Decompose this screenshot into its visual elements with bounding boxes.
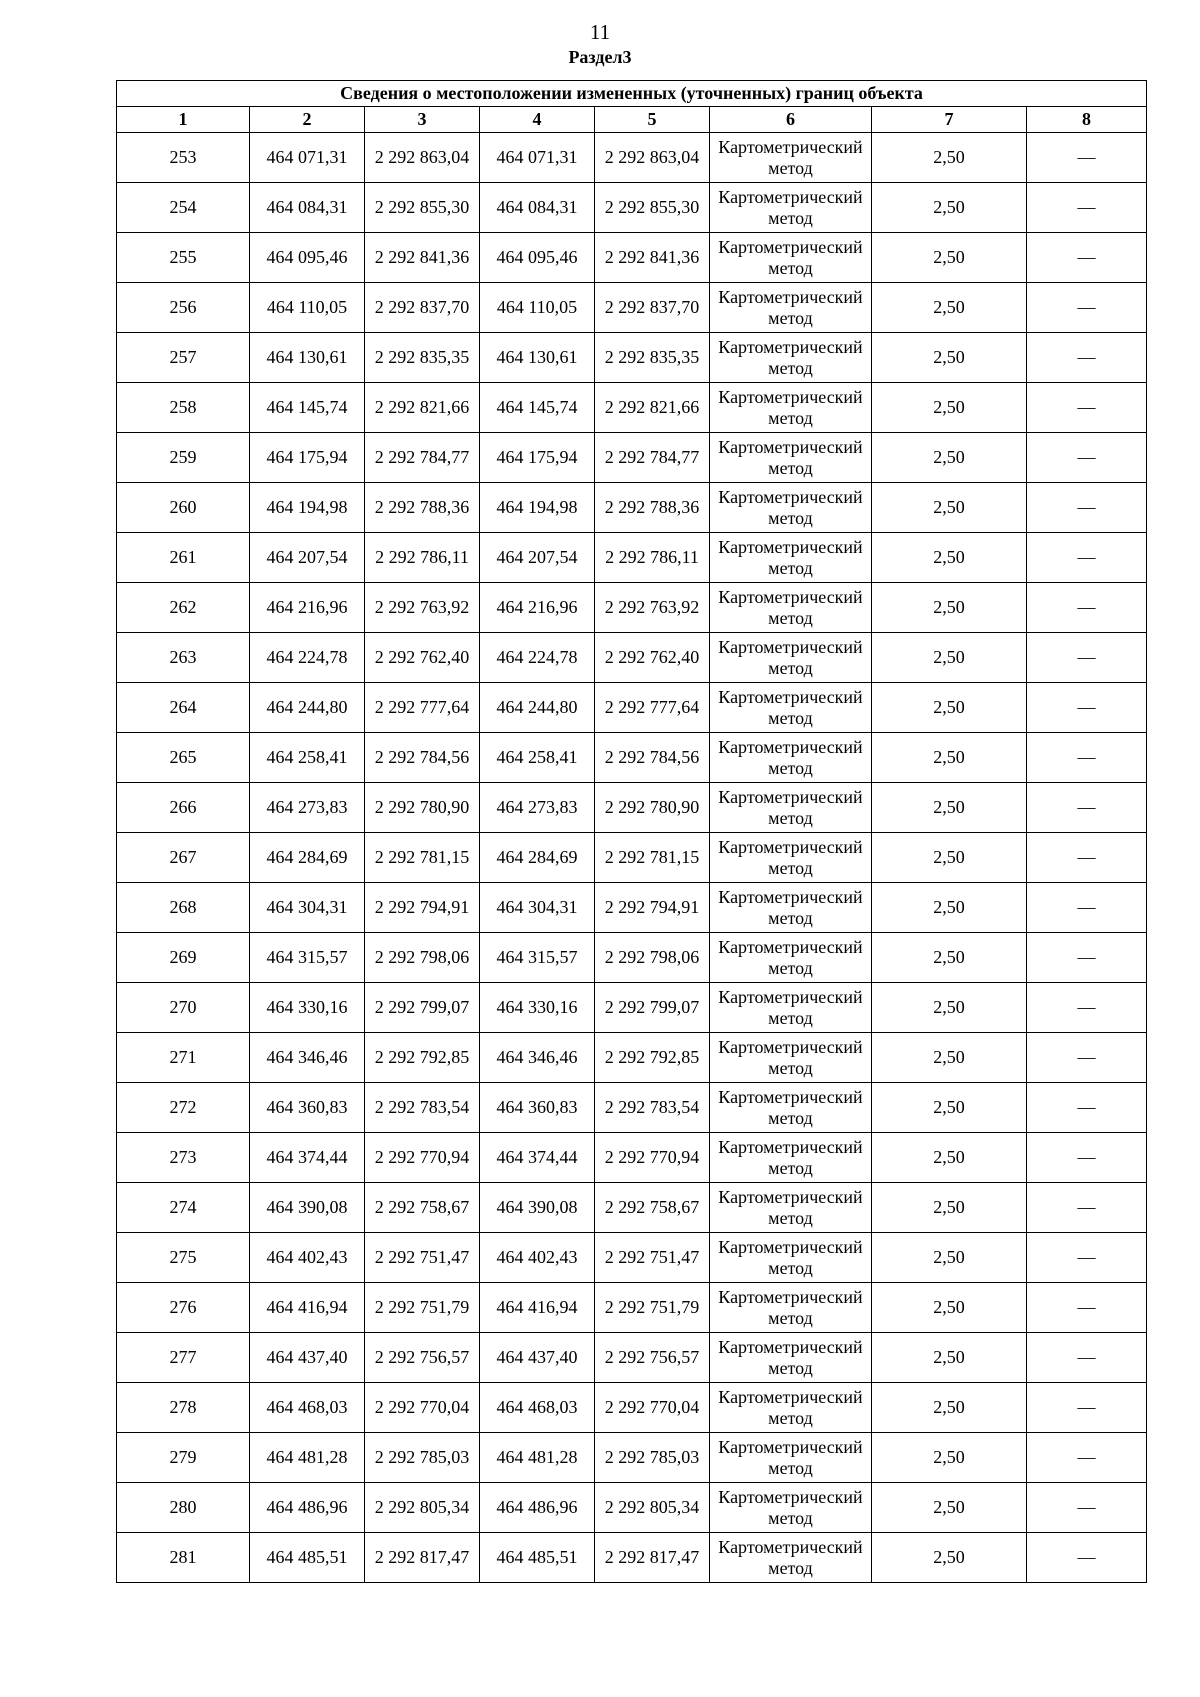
cell-col-1: 257 bbox=[117, 333, 250, 383]
cell-col-4: 464 346,46 bbox=[480, 1033, 595, 1083]
cell-col-2: 464 374,44 bbox=[250, 1133, 365, 1183]
cell-dash: — bbox=[1027, 483, 1147, 533]
cell-dash: — bbox=[1027, 733, 1147, 783]
cell-col-3: 2 292 841,36 bbox=[365, 233, 480, 283]
cell-col-3: 2 292 784,56 bbox=[365, 733, 480, 783]
cell-col-4: 464 416,94 bbox=[480, 1283, 595, 1333]
cell-method: Картометрический метод bbox=[710, 833, 872, 883]
cell-col-4: 464 224,78 bbox=[480, 633, 595, 683]
section-title: Раздел3 bbox=[568, 47, 632, 67]
cell-dash: — bbox=[1027, 1533, 1147, 1583]
cell-col-4: 464 330,16 bbox=[480, 983, 595, 1033]
cell-accuracy: 2,50 bbox=[872, 933, 1027, 983]
cell-col-4: 464 110,05 bbox=[480, 283, 595, 333]
cell-col-1: 267 bbox=[117, 833, 250, 883]
cell-accuracy: 2,50 bbox=[872, 983, 1027, 1033]
cell-col-3: 2 292 785,03 bbox=[365, 1433, 480, 1483]
table-row bbox=[117, 1083, 1147, 1133]
cell-col-3: 2 292 786,11 bbox=[365, 533, 480, 583]
cell-method: Картометрический метод bbox=[710, 633, 872, 683]
cell-col-5: 2 292 788,36 bbox=[595, 483, 710, 533]
cell-accuracy: 2,50 bbox=[872, 1433, 1027, 1483]
cell-accuracy: 2,50 bbox=[872, 1383, 1027, 1433]
cell-accuracy: 2,50 bbox=[872, 1533, 1027, 1583]
cell-accuracy: 2,50 bbox=[872, 733, 1027, 783]
cell-col-5: 2 292 758,67 bbox=[595, 1183, 710, 1233]
cell-col-4: 464 273,83 bbox=[480, 783, 595, 833]
cell-dash: — bbox=[1027, 1033, 1147, 1083]
cell-col-4: 464 481,28 bbox=[480, 1433, 595, 1483]
cell-method: Картометрический метод bbox=[710, 283, 872, 333]
cell-col-4: 464 374,44 bbox=[480, 1133, 595, 1183]
cell-col-5: 2 292 798,06 bbox=[595, 933, 710, 983]
cell-accuracy: 2,50 bbox=[872, 533, 1027, 583]
table-row bbox=[117, 383, 1147, 433]
cell-col-3: 2 292 781,15 bbox=[365, 833, 480, 883]
cell-col-3: 2 292 756,57 bbox=[365, 1333, 480, 1383]
table-row bbox=[117, 233, 1147, 283]
cell-accuracy: 2,50 bbox=[872, 1233, 1027, 1283]
cell-dash: — bbox=[1027, 1133, 1147, 1183]
cell-method: Картометрический метод bbox=[710, 1183, 872, 1233]
cell-col-4: 464 468,03 bbox=[480, 1383, 595, 1433]
cell-dash: — bbox=[1027, 1483, 1147, 1533]
column-header-3: 3 bbox=[365, 107, 480, 133]
cell-col-2: 464 084,31 bbox=[250, 183, 365, 233]
column-header-6: 6 bbox=[710, 107, 872, 133]
cell-col-3: 2 292 817,47 bbox=[365, 1533, 480, 1583]
table-row bbox=[117, 1033, 1147, 1083]
cell-col-1: 263 bbox=[117, 633, 250, 683]
cell-col-5: 2 292 781,15 bbox=[595, 833, 710, 883]
cell-method: Картометрический метод bbox=[710, 1283, 872, 1333]
table-row bbox=[117, 1433, 1147, 1483]
cell-method: Картометрический метод bbox=[710, 333, 872, 383]
cell-method: Картометрический метод bbox=[710, 433, 872, 483]
table-row bbox=[117, 783, 1147, 833]
cell-col-2: 464 468,03 bbox=[250, 1383, 365, 1433]
cell-col-2: 464 130,61 bbox=[250, 333, 365, 383]
table-row bbox=[117, 833, 1147, 883]
cell-col-2: 464 360,83 bbox=[250, 1083, 365, 1133]
cell-accuracy: 2,50 bbox=[872, 783, 1027, 833]
cell-col-2: 464 258,41 bbox=[250, 733, 365, 783]
cell-col-1: 274 bbox=[117, 1183, 250, 1233]
cell-col-1: 260 bbox=[117, 483, 250, 533]
cell-col-3: 2 292 837,70 bbox=[365, 283, 480, 333]
cell-col-5: 2 292 835,35 bbox=[595, 333, 710, 383]
cell-method: Картометрический метод bbox=[710, 133, 872, 183]
cell-col-1: 269 bbox=[117, 933, 250, 983]
cell-col-1: 253 bbox=[117, 133, 250, 183]
cell-col-4: 464 390,08 bbox=[480, 1183, 595, 1233]
cell-method: Картометрический метод bbox=[710, 783, 872, 833]
table-row bbox=[117, 1533, 1147, 1583]
cell-method: Картометрический метод bbox=[710, 533, 872, 583]
cell-accuracy: 2,50 bbox=[872, 483, 1027, 533]
cell-col-5: 2 292 770,04 bbox=[595, 1383, 710, 1433]
cell-col-2: 464 273,83 bbox=[250, 783, 365, 833]
cell-col-5: 2 292 762,40 bbox=[595, 633, 710, 683]
cell-col-2: 464 481,28 bbox=[250, 1433, 365, 1483]
table-row bbox=[117, 433, 1147, 483]
cell-col-5: 2 292 821,66 bbox=[595, 383, 710, 433]
cell-col-2: 464 145,74 bbox=[250, 383, 365, 433]
cell-col-4: 464 437,40 bbox=[480, 1333, 595, 1383]
cell-dash: — bbox=[1027, 1083, 1147, 1133]
cell-col-2: 464 315,57 bbox=[250, 933, 365, 983]
cell-col-5: 2 292 817,47 bbox=[595, 1533, 710, 1583]
cell-col-3: 2 292 835,35 bbox=[365, 333, 480, 383]
cell-accuracy: 2,50 bbox=[872, 1183, 1027, 1233]
cell-col-5: 2 292 777,64 bbox=[595, 683, 710, 733]
cell-col-2: 464 304,31 bbox=[250, 883, 365, 933]
cell-col-5: 2 292 786,11 bbox=[595, 533, 710, 583]
cell-method: Картометрический метод bbox=[710, 933, 872, 983]
cell-col-4: 464 258,41 bbox=[480, 733, 595, 783]
cell-col-3: 2 292 770,94 bbox=[365, 1133, 480, 1183]
cell-dash: — bbox=[1027, 1333, 1147, 1383]
cell-accuracy: 2,50 bbox=[872, 1033, 1027, 1083]
cell-accuracy: 2,50 bbox=[872, 583, 1027, 633]
cell-col-3: 2 292 751,79 bbox=[365, 1283, 480, 1333]
cell-dash: — bbox=[1027, 833, 1147, 883]
cell-accuracy: 2,50 bbox=[872, 883, 1027, 933]
cell-col-1: 273 bbox=[117, 1133, 250, 1183]
cell-method: Картометрический метод bbox=[710, 1433, 872, 1483]
cell-col-4: 464 360,83 bbox=[480, 1083, 595, 1133]
cell-dash: — bbox=[1027, 533, 1147, 583]
table-row bbox=[117, 483, 1147, 533]
cell-accuracy: 2,50 bbox=[872, 133, 1027, 183]
cell-col-1: 278 bbox=[117, 1383, 250, 1433]
cell-accuracy: 2,50 bbox=[872, 1333, 1027, 1383]
column-header-7: 7 bbox=[872, 107, 1027, 133]
cell-col-5: 2 292 837,70 bbox=[595, 283, 710, 333]
table-row bbox=[117, 983, 1147, 1033]
cell-col-2: 464 244,80 bbox=[250, 683, 365, 733]
cell-method: Картометрический метод bbox=[710, 183, 872, 233]
table-row bbox=[117, 883, 1147, 933]
cell-col-1: 261 bbox=[117, 533, 250, 583]
cell-method: Картометрический метод bbox=[710, 683, 872, 733]
table-row bbox=[117, 283, 1147, 333]
cell-col-2: 464 437,40 bbox=[250, 1333, 365, 1383]
cell-col-1: 271 bbox=[117, 1033, 250, 1083]
cell-col-3: 2 292 758,67 bbox=[365, 1183, 480, 1233]
cell-method: Картометрический метод bbox=[710, 1033, 872, 1083]
cell-col-1: 281 bbox=[117, 1533, 250, 1583]
table-caption: Сведения о местоположении измененных (уточненных) границ объекта bbox=[117, 81, 1147, 107]
cell-col-5: 2 292 784,56 bbox=[595, 733, 710, 783]
cell-col-5: 2 292 751,79 bbox=[595, 1283, 710, 1333]
table-row bbox=[117, 1483, 1147, 1533]
cell-method: Картометрический метод bbox=[710, 1233, 872, 1283]
cell-col-2: 464 194,98 bbox=[250, 483, 365, 533]
column-header-8: 8 bbox=[1027, 107, 1147, 133]
table-row bbox=[117, 133, 1147, 183]
cell-accuracy: 2,50 bbox=[872, 333, 1027, 383]
cell-col-3: 2 292 863,04 bbox=[365, 133, 480, 183]
table-row bbox=[117, 933, 1147, 983]
cell-col-1: 262 bbox=[117, 583, 250, 633]
cell-col-4: 464 071,31 bbox=[480, 133, 595, 183]
cell-dash: — bbox=[1027, 933, 1147, 983]
cell-dash: — bbox=[1027, 883, 1147, 933]
cell-accuracy: 2,50 bbox=[872, 383, 1027, 433]
cell-col-1: 256 bbox=[117, 283, 250, 333]
cell-accuracy: 2,50 bbox=[872, 1133, 1027, 1183]
cell-col-2: 464 416,94 bbox=[250, 1283, 365, 1333]
cell-col-3: 2 292 783,54 bbox=[365, 1083, 480, 1133]
cell-col-4: 464 194,98 bbox=[480, 483, 595, 533]
cell-col-5: 2 292 792,85 bbox=[595, 1033, 710, 1083]
cell-method: Картометрический метод bbox=[710, 1333, 872, 1383]
cell-col-3: 2 292 763,92 bbox=[365, 583, 480, 633]
column-header-2: 2 bbox=[250, 107, 365, 133]
cell-method: Картометрический метод bbox=[710, 233, 872, 283]
cell-col-1: 270 bbox=[117, 983, 250, 1033]
cell-method: Картометрический метод bbox=[710, 733, 872, 783]
cell-method: Картометрический метод bbox=[710, 1533, 872, 1583]
cell-col-1: 264 bbox=[117, 683, 250, 733]
cell-dash: — bbox=[1027, 383, 1147, 433]
cell-col-1: 265 bbox=[117, 733, 250, 783]
table-row bbox=[117, 533, 1147, 583]
cell-col-1: 272 bbox=[117, 1083, 250, 1133]
table-body bbox=[117, 133, 1147, 1583]
cell-dash: — bbox=[1027, 1233, 1147, 1283]
table-row bbox=[117, 1383, 1147, 1433]
cell-accuracy: 2,50 bbox=[872, 683, 1027, 733]
cell-col-2: 464 216,96 bbox=[250, 583, 365, 633]
table-row bbox=[117, 183, 1147, 233]
cell-accuracy: 2,50 bbox=[872, 833, 1027, 883]
cell-col-3: 2 292 821,66 bbox=[365, 383, 480, 433]
table-row bbox=[117, 1133, 1147, 1183]
cell-col-4: 464 084,31 bbox=[480, 183, 595, 233]
cell-method: Картометрический метод bbox=[710, 1383, 872, 1433]
cell-dash: — bbox=[1027, 333, 1147, 383]
cell-col-4: 464 244,80 bbox=[480, 683, 595, 733]
cell-col-1: 279 bbox=[117, 1433, 250, 1483]
column-header-4: 4 bbox=[480, 107, 595, 133]
cell-col-5: 2 292 805,34 bbox=[595, 1483, 710, 1533]
cell-dash: — bbox=[1027, 133, 1147, 183]
table-row bbox=[117, 583, 1147, 633]
cell-method: Картометрический метод bbox=[710, 383, 872, 433]
cell-col-5: 2 292 780,90 bbox=[595, 783, 710, 833]
cell-col-4: 464 315,57 bbox=[480, 933, 595, 983]
cell-col-1: 275 bbox=[117, 1233, 250, 1283]
cell-col-5: 2 292 799,07 bbox=[595, 983, 710, 1033]
cell-col-4: 464 207,54 bbox=[480, 533, 595, 583]
boundary-coordinates-table bbox=[116, 80, 1147, 1583]
cell-col-3: 2 292 751,47 bbox=[365, 1233, 480, 1283]
cell-method: Картометрический метод bbox=[710, 1483, 872, 1533]
cell-col-5: 2 292 751,47 bbox=[595, 1233, 710, 1283]
cell-col-2: 464 346,46 bbox=[250, 1033, 365, 1083]
cell-accuracy: 2,50 bbox=[872, 283, 1027, 333]
cell-col-5: 2 292 784,77 bbox=[595, 433, 710, 483]
cell-col-5: 2 292 863,04 bbox=[595, 133, 710, 183]
cell-col-2: 464 224,78 bbox=[250, 633, 365, 683]
cell-col-3: 2 292 855,30 bbox=[365, 183, 480, 233]
cell-col-4: 464 304,31 bbox=[480, 883, 595, 933]
cell-col-5: 2 292 841,36 bbox=[595, 233, 710, 283]
cell-col-3: 2 292 780,90 bbox=[365, 783, 480, 833]
cell-method: Картометрический метод bbox=[710, 483, 872, 533]
cell-col-2: 464 175,94 bbox=[250, 433, 365, 483]
cell-col-2: 464 207,54 bbox=[250, 533, 365, 583]
cell-dash: — bbox=[1027, 583, 1147, 633]
column-header-5: 5 bbox=[595, 107, 710, 133]
cell-method: Картометрический метод bbox=[710, 1083, 872, 1133]
cell-dash: — bbox=[1027, 783, 1147, 833]
cell-col-3: 2 292 770,04 bbox=[365, 1383, 480, 1433]
cell-col-4: 464 485,51 bbox=[480, 1533, 595, 1583]
cell-col-1: 254 bbox=[117, 183, 250, 233]
cell-col-5: 2 292 794,91 bbox=[595, 883, 710, 933]
cell-col-1: 266 bbox=[117, 783, 250, 833]
table-row bbox=[117, 333, 1147, 383]
cell-col-3: 2 292 805,34 bbox=[365, 1483, 480, 1533]
cell-col-2: 464 486,96 bbox=[250, 1483, 365, 1533]
table-row bbox=[117, 1183, 1147, 1233]
cell-dash: — bbox=[1027, 1283, 1147, 1333]
cell-col-2: 464 095,46 bbox=[250, 233, 365, 283]
cell-col-4: 464 486,96 bbox=[480, 1483, 595, 1533]
cell-col-3: 2 292 788,36 bbox=[365, 483, 480, 533]
column-header-1: 1 bbox=[117, 107, 250, 133]
table-row bbox=[117, 1333, 1147, 1383]
cell-col-5: 2 292 763,92 bbox=[595, 583, 710, 633]
cell-accuracy: 2,50 bbox=[872, 433, 1027, 483]
cell-dash: — bbox=[1027, 1433, 1147, 1483]
cell-col-5: 2 292 785,03 bbox=[595, 1433, 710, 1483]
cell-accuracy: 2,50 bbox=[872, 233, 1027, 283]
cell-col-1: 258 bbox=[117, 383, 250, 433]
cell-col-3: 2 292 784,77 bbox=[365, 433, 480, 483]
cell-col-5: 2 292 855,30 bbox=[595, 183, 710, 233]
cell-col-3: 2 292 794,91 bbox=[365, 883, 480, 933]
cell-col-3: 2 292 762,40 bbox=[365, 633, 480, 683]
cell-col-4: 464 130,61 bbox=[480, 333, 595, 383]
cell-accuracy: 2,50 bbox=[872, 1083, 1027, 1133]
column-header-row bbox=[117, 107, 1147, 133]
cell-col-4: 464 284,69 bbox=[480, 833, 595, 883]
cell-dash: — bbox=[1027, 183, 1147, 233]
page-number: 11 bbox=[589, 20, 611, 44]
table-row bbox=[117, 1233, 1147, 1283]
cell-col-2: 464 284,69 bbox=[250, 833, 365, 883]
cell-dash: — bbox=[1027, 283, 1147, 333]
cell-col-2: 464 485,51 bbox=[250, 1533, 365, 1583]
cell-col-1: 259 bbox=[117, 433, 250, 483]
cell-dash: — bbox=[1027, 633, 1147, 683]
cell-col-2: 464 110,05 bbox=[250, 283, 365, 333]
cell-method: Картометрический метод bbox=[710, 583, 872, 633]
cell-col-3: 2 292 799,07 bbox=[365, 983, 480, 1033]
table-row bbox=[117, 1283, 1147, 1333]
table-row bbox=[117, 633, 1147, 683]
cell-dash: — bbox=[1027, 433, 1147, 483]
cell-dash: — bbox=[1027, 233, 1147, 283]
cell-accuracy: 2,50 bbox=[872, 1283, 1027, 1333]
table-row bbox=[117, 733, 1147, 783]
cell-col-5: 2 292 756,57 bbox=[595, 1333, 710, 1383]
cell-accuracy: 2,50 bbox=[872, 183, 1027, 233]
cell-col-1: 255 bbox=[117, 233, 250, 283]
cell-col-1: 277 bbox=[117, 1333, 250, 1383]
cell-col-5: 2 292 770,94 bbox=[595, 1133, 710, 1183]
cell-col-4: 464 175,94 bbox=[480, 433, 595, 483]
table-row bbox=[117, 683, 1147, 733]
cell-col-3: 2 292 798,06 bbox=[365, 933, 480, 983]
cell-dash: — bbox=[1027, 1383, 1147, 1433]
cell-col-5: 2 292 783,54 bbox=[595, 1083, 710, 1133]
cell-accuracy: 2,50 bbox=[872, 1483, 1027, 1533]
cell-col-4: 464 216,96 bbox=[480, 583, 595, 633]
cell-dash: — bbox=[1027, 1183, 1147, 1233]
cell-method: Картометрический метод bbox=[710, 1133, 872, 1183]
cell-col-1: 276 bbox=[117, 1283, 250, 1333]
cell-accuracy: 2,50 bbox=[872, 633, 1027, 683]
cell-col-1: 280 bbox=[117, 1483, 250, 1533]
cell-method: Картометрический метод bbox=[710, 983, 872, 1033]
cell-col-4: 464 145,74 bbox=[480, 383, 595, 433]
cell-col-2: 464 402,43 bbox=[250, 1233, 365, 1283]
cell-col-2: 464 330,16 bbox=[250, 983, 365, 1033]
cell-col-1: 268 bbox=[117, 883, 250, 933]
cell-method: Картометрический метод bbox=[710, 883, 872, 933]
cell-col-4: 464 402,43 bbox=[480, 1233, 595, 1283]
cell-col-3: 2 292 777,64 bbox=[365, 683, 480, 733]
cell-col-3: 2 292 792,85 bbox=[365, 1033, 480, 1083]
cell-col-2: 464 390,08 bbox=[250, 1183, 365, 1233]
cell-col-2: 464 071,31 bbox=[250, 133, 365, 183]
cell-col-4: 464 095,46 bbox=[480, 233, 595, 283]
cell-dash: — bbox=[1027, 683, 1147, 733]
cell-dash: — bbox=[1027, 983, 1147, 1033]
